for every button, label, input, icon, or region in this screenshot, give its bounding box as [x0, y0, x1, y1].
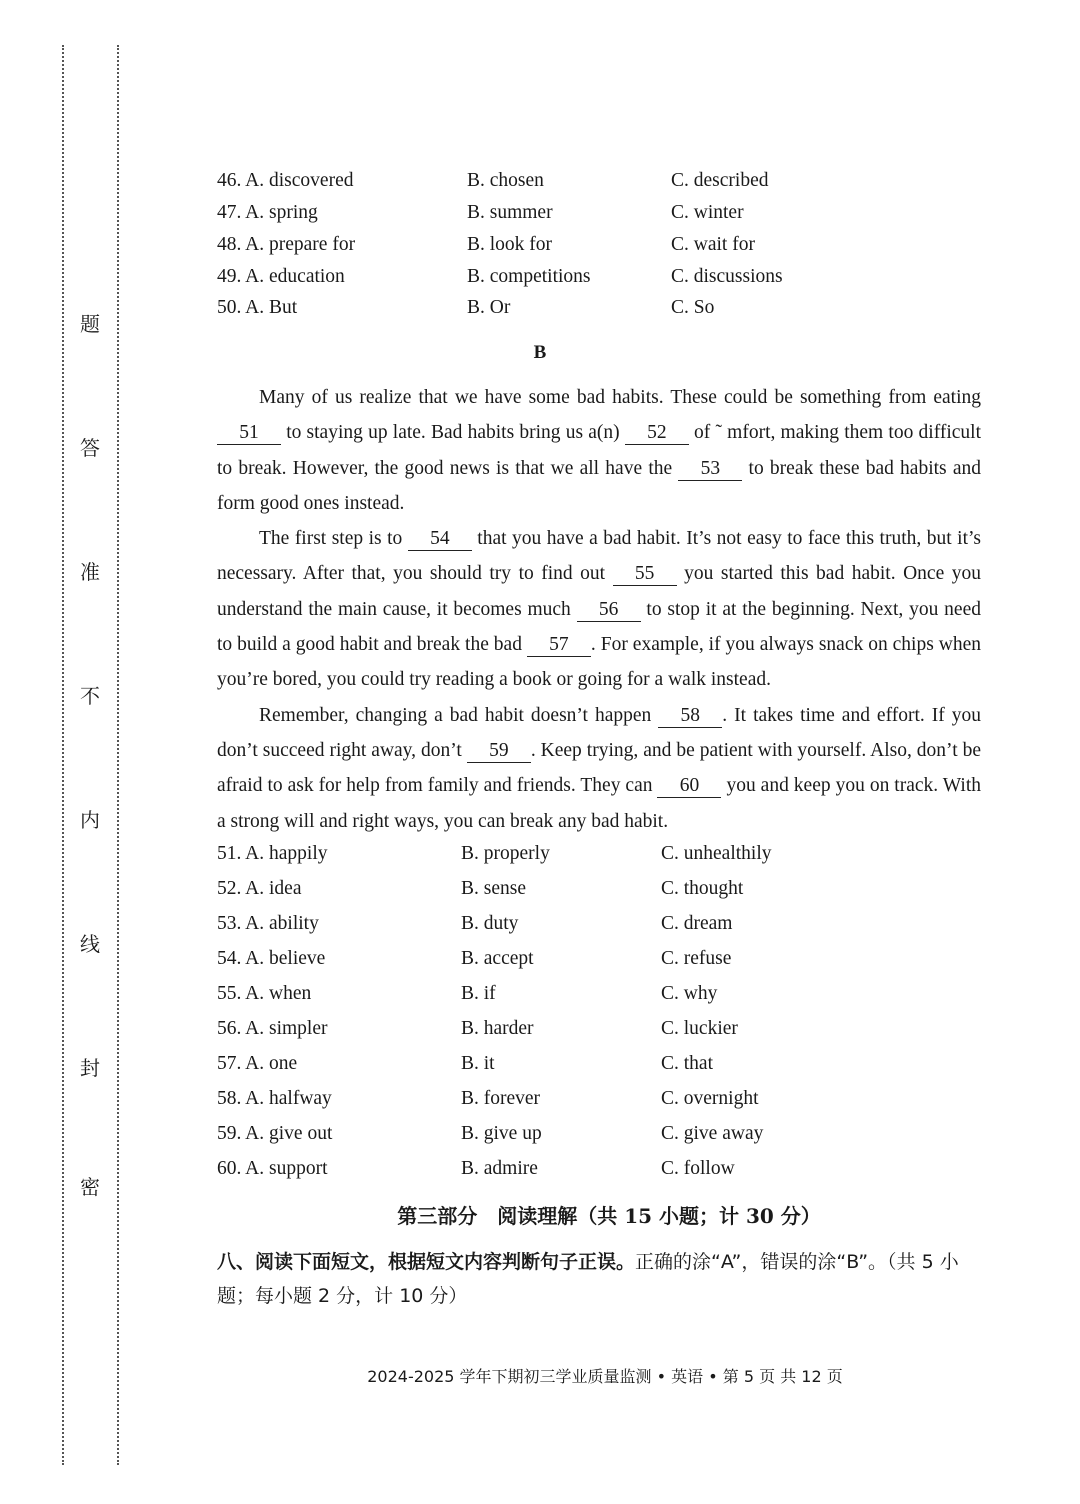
- p1-text-2: to staying up late. Bad habits bring us a(n): [281, 422, 625, 444]
- option-47-a: 47. A. spring: [217, 202, 318, 223]
- blank-54: 54: [408, 528, 472, 551]
- option-59-b: B. give up: [461, 1123, 542, 1144]
- p2-text-2: that you have a bad habit. It’s not easy to face this truth, but it’s necessary. After that, you should try to find out: [217, 528, 981, 585]
- option-50-c: C. So: [671, 297, 715, 318]
- page-footer: 2024-2025 学年下期初三学业质量监测 • 英语 • 第 5 页 共 12 页: [367, 1367, 843, 1386]
- option-59-c: C. give away: [661, 1123, 764, 1144]
- p1-text-3: of ˜ mfort, making them too difficult to break. However, the good news is that we all have the: [217, 422, 981, 479]
- instruction-rest: 正确的涂“A”，错误的涂“B”。（共 5 小题；每小题 2 分，计 10 分）: [217, 1251, 959, 1307]
- option-55-b: B. if: [461, 983, 496, 1004]
- blank-55: 55: [613, 563, 677, 586]
- cloze-passage: [217, 380, 981, 839]
- seal-char-zhun: 准: [80, 560, 100, 584]
- option-60-a: 60. A. support: [217, 1158, 328, 1179]
- option-53-a: 53. A. ability: [217, 913, 319, 934]
- seal-char-xian: 线: [80, 932, 100, 956]
- option-57-c: C. that: [661, 1053, 713, 1074]
- option-row-47: [0, 202, 1080, 232]
- option-56-b: B. harder: [461, 1018, 534, 1039]
- option-row-54: [0, 948, 1080, 978]
- option-54-b: B. accept: [461, 948, 534, 969]
- option-48-a: 48. A. prepare for: [217, 234, 356, 255]
- passage-paragraph-3: [217, 698, 981, 839]
- part-three-instructions: [217, 1245, 987, 1313]
- option-58-c: C. overnight: [661, 1088, 759, 1109]
- option-46-b: B. chosen: [467, 170, 544, 191]
- option-row-57: [0, 1053, 1080, 1083]
- option-46-a: 46. A. discovered: [217, 170, 354, 191]
- option-row-48: [0, 234, 1080, 264]
- option-55-a: 55. A. when: [217, 983, 312, 1004]
- option-row-56: [0, 1018, 1080, 1048]
- option-row-49: [0, 266, 1080, 296]
- option-52-a: 52. A. idea: [217, 878, 302, 899]
- option-row-53: [0, 913, 1080, 943]
- blank-58: 58: [658, 705, 722, 728]
- p3-text-4: you and keep you on track. With a strong will and right ways, you can break any bad habit.: [217, 775, 981, 832]
- p3-text-2: . It takes time and effort. If you don’t succeed right away, don’t: [217, 704, 981, 761]
- p1-text-1: Many of us realize that we have some bad habits. These could be something from eating: [259, 387, 981, 408]
- blank-56: 56: [577, 599, 641, 622]
- option-59-a: 59. A. give out: [217, 1123, 333, 1144]
- option-row-50: [0, 297, 1080, 327]
- option-56-c: C. luckier: [661, 1018, 738, 1039]
- seal-char-da: 答: [80, 436, 100, 460]
- p2-text-1: The first step is to: [259, 528, 408, 550]
- p2-text-5: . For example, if you always snack on chips when you’re bored, you could try reading a book or going for a walk instead.: [217, 634, 981, 691]
- option-57-a: 57. A. one: [217, 1053, 298, 1074]
- p2-text-3: you started this bad habit. Once you understand the main cause, it becomes much: [217, 563, 981, 620]
- option-47-b: B. summer: [467, 202, 553, 223]
- option-48-c: C. wait for: [671, 234, 755, 255]
- option-60-c: C. follow: [661, 1158, 735, 1179]
- option-53-c: C. dream: [661, 913, 733, 934]
- blank-60: 60: [657, 775, 721, 798]
- option-52-b: B. sense: [461, 878, 526, 899]
- passage-paragraph-2: [217, 521, 981, 697]
- seal-char-mi: 密: [80, 1175, 100, 1199]
- option-51-c: C. unhealthily: [661, 843, 772, 864]
- blank-59: 59: [467, 740, 531, 763]
- option-54-c: C. refuse: [661, 948, 732, 969]
- instruction-bold: 八、阅读下面短文，根据短文内容判断句子正误。: [217, 1251, 636, 1273]
- option-52-c: C. thought: [661, 878, 744, 899]
- p1-text-4: to break these bad habits and form good ones instead.: [217, 457, 981, 514]
- option-47-c: C. winter: [671, 202, 744, 223]
- option-46-c: C. described: [671, 170, 769, 191]
- option-50-a: 50. A. But: [217, 297, 298, 318]
- section-b-heading: B: [533, 342, 547, 363]
- option-row-60: [0, 1158, 1080, 1188]
- option-49-b: B. competitions: [467, 266, 591, 287]
- option-row-59: [0, 1123, 1080, 1153]
- option-58-a: 58. A. halfway: [217, 1088, 332, 1109]
- option-58-b: B. forever: [461, 1088, 541, 1109]
- seal-char-ti: 题: [80, 312, 100, 336]
- option-row-51: [0, 843, 1080, 873]
- option-row-52: [0, 878, 1080, 908]
- seal-char-feng: 封: [80, 1056, 100, 1080]
- p3-text-3: . Keep trying, and be patient with yourself. Also, don’t be afraid to ask for help from family and friends. They can: [217, 739, 981, 797]
- option-row-58: [0, 1088, 1080, 1118]
- option-60-b: B. admire: [461, 1158, 538, 1179]
- option-51-b: B. properly: [461, 843, 550, 864]
- option-57-b: B. it: [461, 1053, 495, 1074]
- option-49-a: 49. A. education: [217, 266, 345, 287]
- seal-char-nei: 内: [80, 808, 100, 832]
- option-row-46: [0, 170, 1080, 200]
- seal-char-bu: 不: [80, 684, 100, 708]
- blank-51: 51: [217, 422, 281, 445]
- part-three-title: 第三部分 阅读理解（共 15 小题；计 30 分）: [397, 1204, 821, 1228]
- option-54-a: 54. A. believe: [217, 948, 326, 969]
- blank-57: 57: [527, 634, 591, 657]
- p2-text-4: to stop it at the beginning. Next, you need to build a good habit and break the bad: [217, 598, 981, 656]
- option-48-b: B. look for: [467, 234, 553, 255]
- option-50-b: B. Or: [467, 297, 511, 318]
- option-53-b: B. duty: [461, 913, 519, 934]
- option-55-c: C. why: [661, 983, 718, 1004]
- option-51-a: 51. A. happily: [217, 843, 328, 864]
- option-row-55: [0, 983, 1080, 1013]
- passage-paragraph-1: [217, 380, 981, 521]
- blank-52: 52: [625, 422, 689, 445]
- option-56-a: 56. A. simpler: [217, 1018, 328, 1039]
- p3-text-1: Remember, changing a bad habit doesn’t happen: [259, 704, 659, 726]
- option-49-c: C. discussions: [671, 266, 783, 287]
- blank-53: 53: [678, 458, 742, 481]
